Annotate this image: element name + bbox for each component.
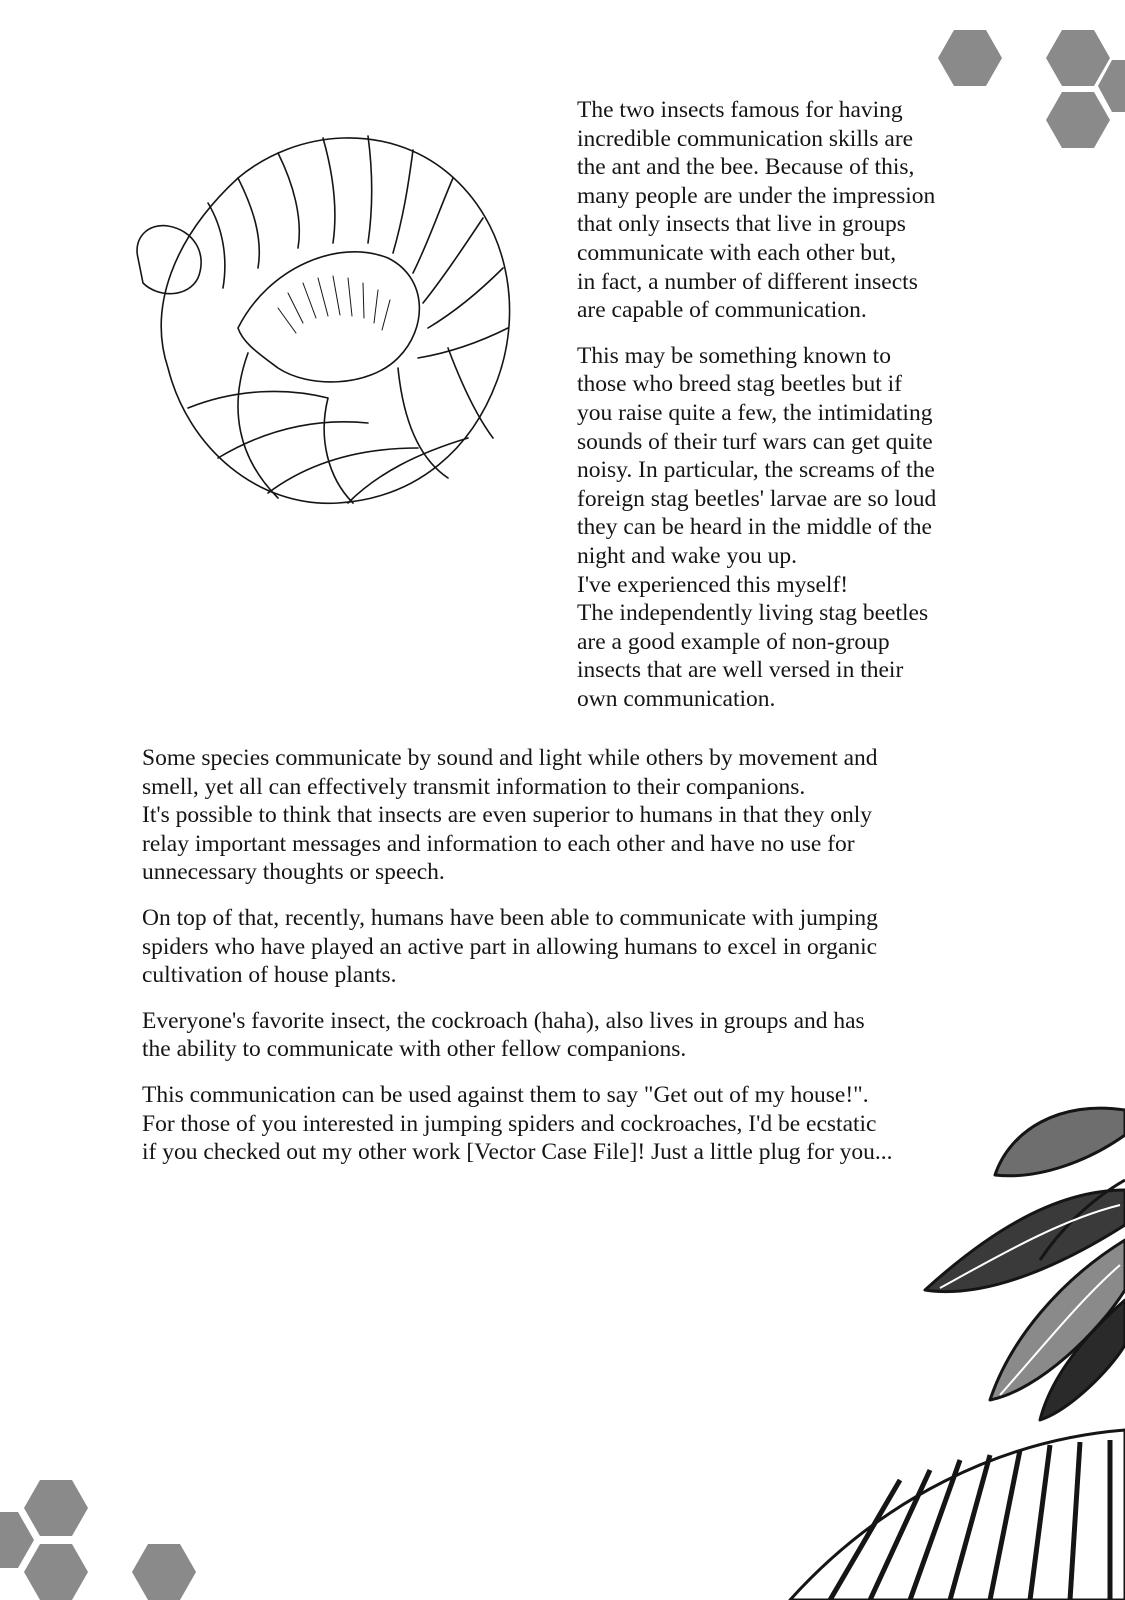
paragraph-plug: This communication can be used against them to say "Get out of my house!". For those of you interested in jumping spiders and cockroaches, I'd be ecstatic if you checked out my other work [Vector Case File]! Just a little plug for you...: [142, 1081, 893, 1166]
hexagon-icon: [24, 1544, 88, 1600]
larva-lower-segments: [188, 348, 493, 503]
paragraph-species-communication: Some species communicate by sound and light while others by movement and smell, yet all can effectively transmit information to their companions. It's possible to think that insects are even superior to humans in that they only relay important messages and information to each other and have no use for unnecessary thoughts or speech.: [142, 745, 878, 886]
paragraph-stag-beetles: This may be something known to those who breed stag beetles but if you raise quite a few, the intimidating sounds of their turf wars can get quite noisy. In particular, the screams of the foreign stag beetles' larvae are so loud they can be heard in the middle of the night and wake you up. I've experienced this myself! The independently living stag beetles are a good example of non-group insects that are well versed in their own communication.: [577, 342, 937, 712]
leaf-icon: [995, 1108, 1125, 1176]
paragraph-insect-communication: The two insects famous for having incredible communication skills are the ant and the bee. Because of this, many people are under the impression that only insects that live in groups communicate with each other but, in fact, a number of different insects are capable of communication.: [577, 97, 936, 324]
larva-body-outline: [161, 138, 509, 503]
beetle-larva-illustration: [128, 118, 528, 528]
larva-inner-curl: [238, 252, 419, 382]
hexagon-icon: [0, 1512, 34, 1568]
hexagon-icon: [1046, 30, 1110, 86]
column-text-block: [577, 96, 1017, 730]
larva-head: [137, 226, 201, 294]
hexagon-icon: [1046, 92, 1110, 148]
larva-mouth-hatching: [278, 276, 390, 333]
hexagon-icon: [132, 1544, 196, 1600]
full-width-text-block: [142, 744, 1002, 1184]
paragraph-cockroach: Everyone's favorite insect, the cockroach (haha), also lives in groups and has the ability to communicate with other fellow companions.: [142, 1007, 865, 1063]
hexagon-icon: [24, 1480, 88, 1536]
hexagon-icon: [938, 30, 1002, 86]
paragraph-jumping-spiders: On top of that, recently, humans have been able to communicate with jumping spiders who have played an active part in allowing humans to excel in organic cultivation of house plants.: [142, 904, 878, 989]
larva-segments: [208, 136, 508, 358]
hexagon-pattern-bottom-left: [0, 1480, 196, 1600]
